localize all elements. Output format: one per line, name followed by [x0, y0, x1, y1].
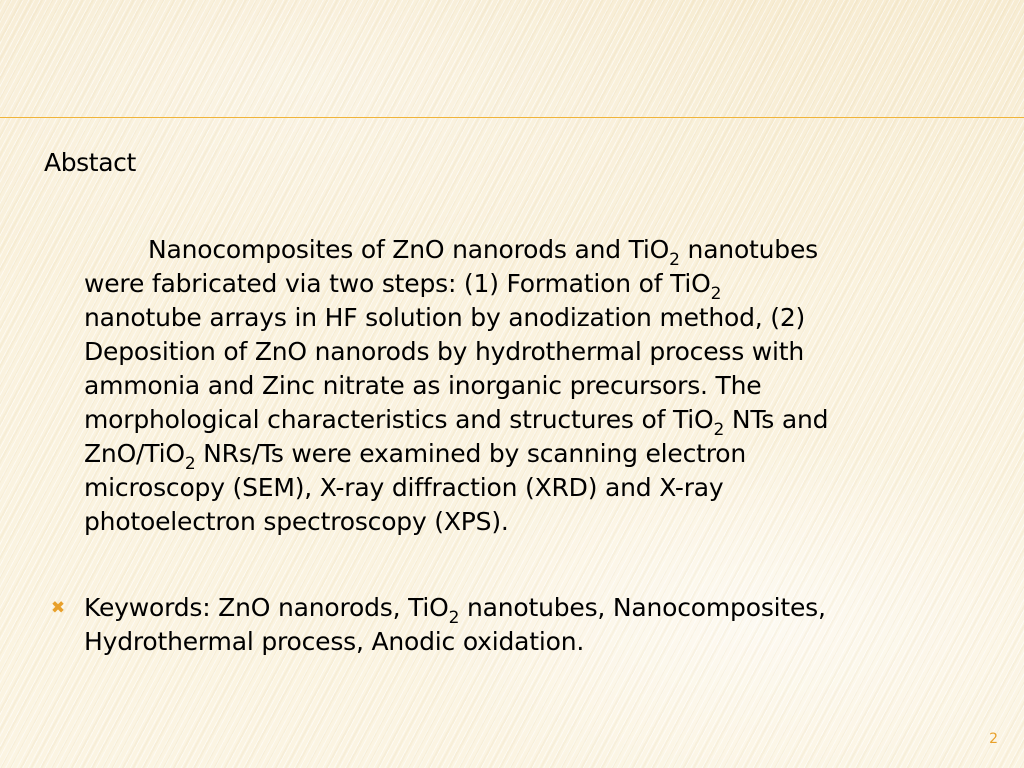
- keywords-line: Hydrothermal process, Anodic oxidation.: [84, 627, 585, 656]
- keywords-paragraph: [84, 591, 1004, 659]
- abstract-line: were fabricated via two steps: (1) Formation of TiO$_2$: [84, 269, 722, 304]
- abstract-line: nanotube arrays in HF solution by anodization method, (2): [84, 303, 806, 332]
- header-divider: [0, 117, 1024, 118]
- abstract-line: microscopy (SEM), X-ray diffraction (XRD) and X-ray: [84, 473, 724, 502]
- x-bullet-icon: ✖: [50, 598, 66, 618]
- slide-title: Abstact: [44, 148, 136, 177]
- abstract-line: ammonia and Zinc nitrate as inorganic precursors. The: [84, 371, 762, 400]
- abstract-paragraph: [84, 233, 1004, 539]
- abstract-line: Nanocomposites of ZnO nanorods and TiO$_2$ nanotubes: [148, 235, 818, 270]
- abstract-line: morphological characteristics and structures of TiO$_2$ NTs and: [84, 405, 829, 440]
- abstract-line: Deposition of ZnO nanorods by hydrothermal process with: [84, 337, 805, 366]
- keywords-line: Keywords: ZnO nanorods, TiO$_2$ nanotubes, Nanocomposites,: [84, 593, 826, 628]
- abstract-line: ZnO/TiO$_2$ NRs/Ts were examined by scanning electron: [84, 439, 747, 474]
- abstract-line: photoelectron spectroscopy (XPS).: [84, 507, 509, 536]
- page-number: 2: [989, 731, 998, 747]
